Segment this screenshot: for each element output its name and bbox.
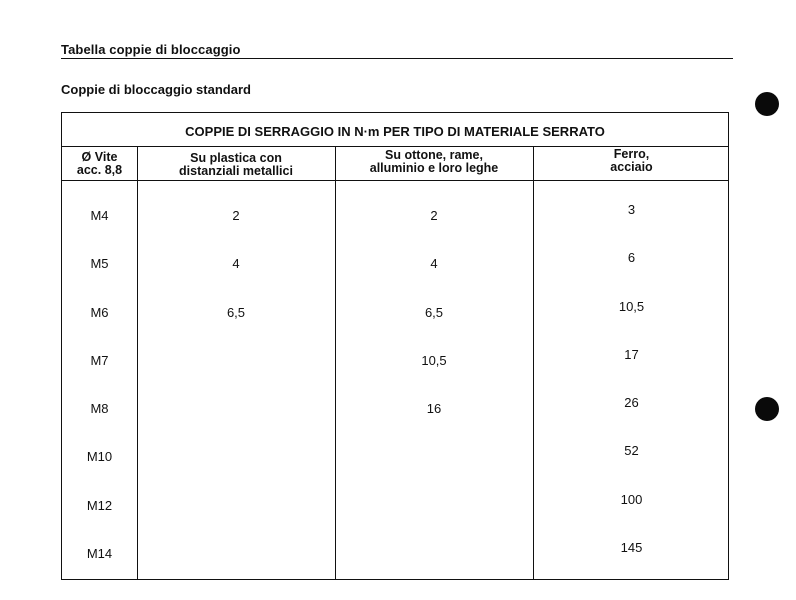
- page-header-title: Tabella coppie di bloccaggio: [61, 42, 241, 57]
- table-row: [62, 422, 728, 470]
- cell-screw: M7: [90, 352, 109, 368]
- column-header-brass-line-2: alluminio e loro leghe: [369, 161, 499, 175]
- cell-iron: 6: [627, 250, 636, 266]
- cell-screw: M4: [90, 208, 109, 223]
- cell-plastic: 4: [232, 256, 240, 272]
- table-column-headers: [62, 147, 728, 181]
- header-divider: [61, 58, 733, 59]
- cell-brass: 4: [430, 256, 438, 272]
- table-row: [62, 326, 728, 374]
- column-header-iron-line-2: acciaio: [610, 160, 653, 174]
- cell-screw: M6: [90, 304, 109, 320]
- table-row: [62, 229, 728, 277]
- cell-iron: 10,5: [618, 298, 645, 314]
- section-title: Coppie di bloccaggio standard: [61, 82, 251, 97]
- cell-plastic: 2: [232, 208, 240, 223]
- column-header-plastic-line-1: Su plastica con: [190, 151, 282, 165]
- cell-screw: M12: [86, 497, 113, 513]
- column-header-iron: [533, 148, 730, 174]
- column-header-screw: [62, 151, 137, 177]
- cell-brass: 16: [426, 401, 442, 417]
- cell-screw: M8: [90, 401, 109, 417]
- cell-screw: M5: [90, 256, 109, 272]
- column-header-iron-line-1: Ferro,: [613, 147, 650, 161]
- table-row: [62, 181, 728, 229]
- column-header-plastic: [137, 152, 335, 178]
- cell-iron: 100: [620, 491, 643, 507]
- table-row: [62, 471, 728, 519]
- table-row: [62, 519, 728, 567]
- cell-iron: 3: [627, 202, 636, 217]
- cell-iron: 145: [620, 540, 643, 556]
- table-caption: COPPIE DI SERRAGGIO IN N·m PER TIPO DI MATERIALE SERRATO: [62, 113, 728, 147]
- table-row: [62, 278, 728, 326]
- column-header-screw-line-2: acc. 8,8: [76, 163, 123, 177]
- cell-screw: M14: [86, 546, 113, 562]
- column-header-screw-line-1: Ø Vite: [81, 150, 118, 164]
- column-header-brass: [335, 149, 533, 175]
- torque-table: [61, 112, 729, 580]
- cell-iron: 26: [624, 395, 639, 411]
- binder-hole-bottom: [755, 397, 779, 421]
- cell-screw: M10: [86, 449, 113, 465]
- cell-iron: 52: [624, 443, 639, 459]
- cell-plastic: 6,5: [226, 304, 246, 320]
- table-body: [62, 181, 728, 567]
- cell-iron: 17: [624, 346, 639, 362]
- table-row: [62, 374, 728, 422]
- cell-brass: 2: [430, 208, 438, 223]
- column-header-brass-line-1: Su ottone, rame,: [385, 148, 483, 162]
- cell-brass: 10,5: [421, 352, 447, 368]
- cell-brass: 6,5: [424, 304, 444, 320]
- column-header-plastic-line-2: distanziali metallici: [179, 164, 293, 178]
- binder-hole-top: [755, 92, 779, 116]
